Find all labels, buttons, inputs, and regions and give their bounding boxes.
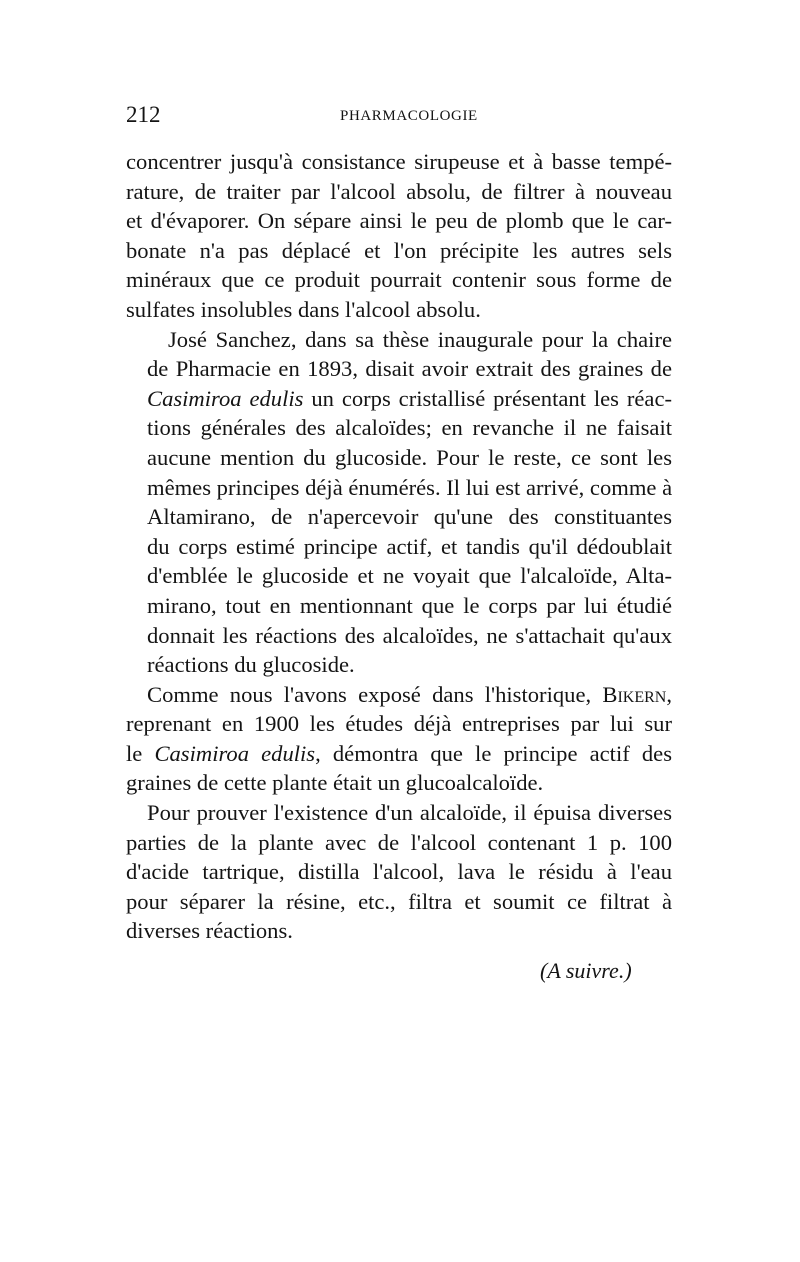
text-line: Casimiroa edulis un corps cristallisé présentant les réac- xyxy=(147,385,672,411)
text-line: concentrer jusqu'à consistance sirupeuse et à basse tempé- xyxy=(126,149,672,174)
text-line: tions générales des alcaloïdes; en revanche il ne faisait xyxy=(147,415,672,441)
text-line: d'emblée le glucoside et ne voyait que l'alcaloïde, Alta- xyxy=(147,563,672,589)
text-line: mirano, tout en mentionnant que le corps par lui étudié xyxy=(147,592,672,618)
text-line: bonate n'a pas déplacé et l'on précipite les autres sels xyxy=(126,237,672,263)
text-line: Comme nous l'avons exposé dans l'historique, Bikern, xyxy=(147,681,672,707)
page-number: 212 xyxy=(126,102,161,127)
running-header xyxy=(126,102,672,136)
text-line: d'acide tartrique, distilla l'alcool, lava le résidu à l'eau xyxy=(126,859,672,885)
continued-note: (A suivre.) xyxy=(540,958,632,983)
paragraph xyxy=(126,798,672,946)
text-line: Pour prouver l'existence d'un alcaloïde, il épuisa diverses xyxy=(147,800,672,826)
text-line: reprenant en 1900 les études déjà entreprises par lui sur xyxy=(126,711,672,737)
text-line: de Pharmacie en 1893, disait avoir extrait des graines de xyxy=(147,356,672,382)
text-line: diverses réactions. xyxy=(126,918,293,944)
text-line: rature, de traiter par l'alcool absolu, de filtrer à nouveau xyxy=(126,178,672,204)
text-line: Altamirano, de n'apercevoir qu'une des constituantes xyxy=(147,504,672,530)
paragraph xyxy=(126,680,672,798)
text-line: donnait les réactions des alcaloïdes, ne s'attachait qu'aux xyxy=(147,622,672,648)
paragraph xyxy=(126,147,672,325)
text-line: parties de la plante avec de l'alcool contenant 1 p. 100 xyxy=(126,829,672,855)
species-name: Casimiroa edulis xyxy=(147,385,304,411)
body-text xyxy=(126,147,672,946)
text-line: pour séparer la résine, etc., filtra et soumit ce filtrat à xyxy=(126,888,672,914)
text-line: José Sanchez, dans sa thèse inaugurale pour la chaire xyxy=(168,326,672,352)
running-title: PHARMACOLOGIE xyxy=(340,108,478,124)
author-name: Bikern xyxy=(602,681,667,707)
text-line: minéraux que ce produit pourrait contenir sous forme de xyxy=(126,267,672,293)
text-line: sulfates insolubles dans l'alcool absolu. xyxy=(126,296,481,322)
species-name: Casimiroa edulis xyxy=(154,740,316,766)
text-line: du corps estimé principe actif, et tandis qu'il dédoublait xyxy=(147,533,672,559)
text-line: réactions du glucoside. xyxy=(147,652,355,678)
paragraph xyxy=(126,325,672,680)
text-line: aucune mention du glucoside. Pour le reste, ce sont les xyxy=(147,444,672,470)
text-line: mêmes principes déjà énumérés. Il lui est arrivé, comme à xyxy=(147,474,673,500)
text-line: le Casimiroa edulis, démontra que le principe actif des xyxy=(126,740,672,766)
text-line: graines de cette plante était un glucoalcaloïde. xyxy=(126,770,544,796)
text-line: et d'évaporer. On sépare ainsi le peu de plomb que le car- xyxy=(126,208,672,234)
